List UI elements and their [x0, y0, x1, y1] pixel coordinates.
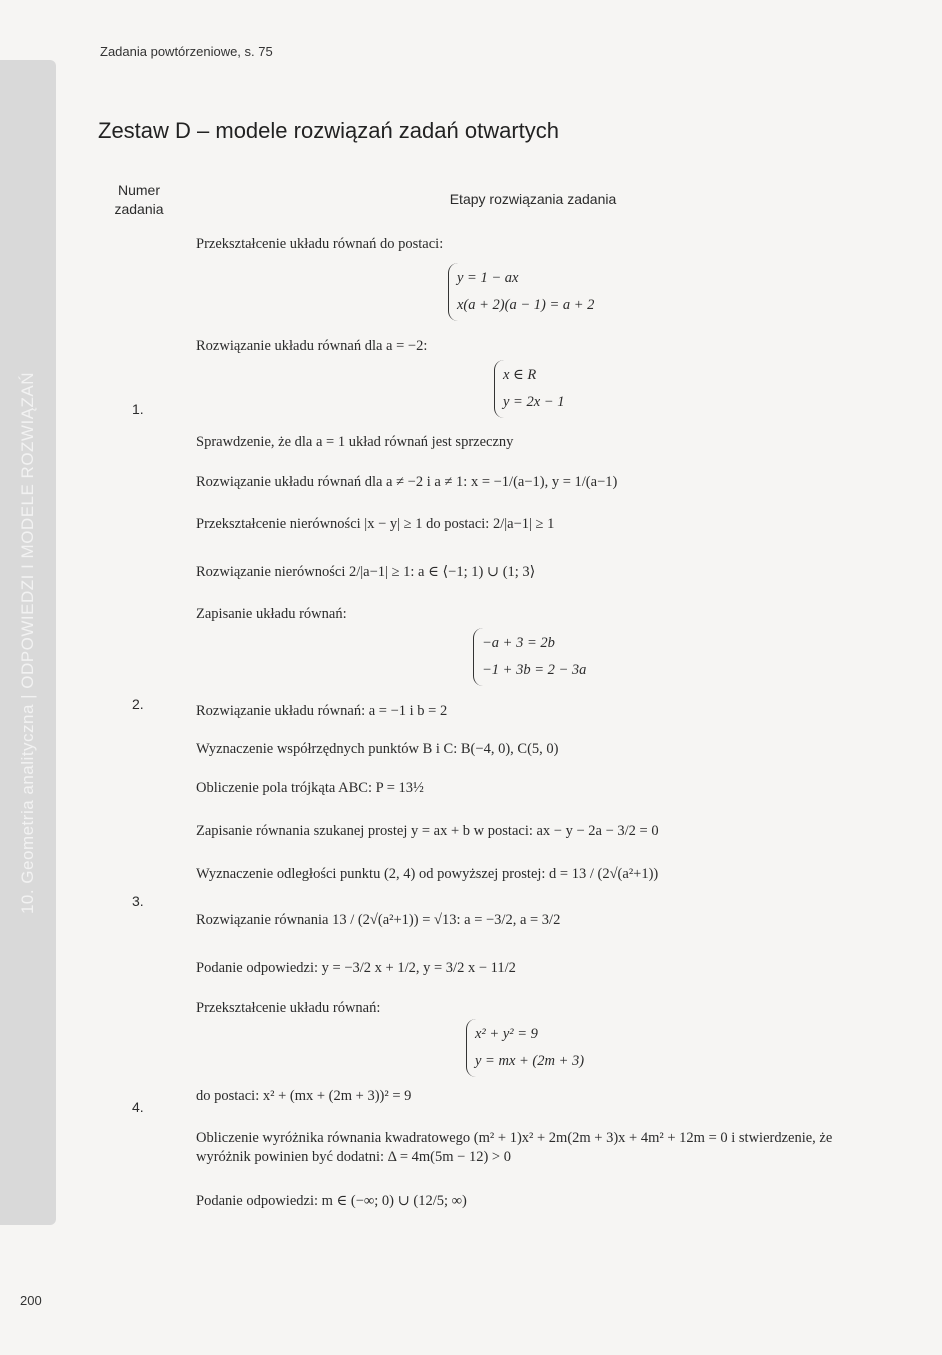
page-number: 200 [20, 1293, 42, 1308]
equation-system [448, 263, 594, 321]
task-number: 2. [132, 696, 144, 712]
equation: x ∈ R [503, 367, 537, 383]
task-number: 4. [132, 1099, 144, 1115]
equation-system [473, 628, 586, 686]
solution-step: Przekształcenie układu równań do postaci: [196, 236, 444, 252]
equation: x² + y² = 9 [475, 1026, 538, 1042]
equation: y = 2x − 1 [503, 394, 565, 410]
equation: −1 + 3b = 2 − 3a [482, 662, 587, 678]
equation: y = mx + (2m + 3) [475, 1053, 585, 1069]
solution-step: Zapisanie układu równań: [196, 606, 347, 622]
solution-step: Sprawdzenie, że dla a = 1 układ równań jest sprzeczny [196, 434, 514, 450]
task-number: 1. [132, 401, 144, 417]
task-number: 3. [132, 893, 144, 909]
solution-step: Wyznaczenie odległości punktu (2, 4) od powyższej prostej: d = 13 / (2√(a²+1)) [196, 866, 659, 882]
solution-step: Rozwiązanie równania 13 / (2√(a²+1)) = √13: a = −3/2, a = 3/2 [196, 912, 561, 928]
equation: −a + 3 = 2b [482, 635, 555, 651]
solution-step: Rozwiązanie układu równań dla a = −2: [196, 338, 428, 354]
page-title: Zestaw D – modele rozwiązań zadań otwartych [98, 118, 559, 143]
column-header-number: Numer zadania [114, 182, 164, 217]
solution-step: Rozwiązanie układu równań: a = −1 i b = 2 [196, 703, 448, 719]
solution-step: Obliczenie pola trójkąta ABC: P = 13½ [196, 780, 424, 796]
column-header-steps: Etapy rozwiązania zadania [449, 191, 617, 207]
solution-step: Podanie odpowiedzi: m ∈ (−∞; 0) ∪ (12/5; ∞) [196, 1193, 467, 1209]
solution-step: Obliczenie wyróżnika równania kwadratowego (m² + 1)x² + 2m(2m + 3)x + 4m² + 12m = 0 i stwierdzenie, że wyróżnik powinien być dodatni: Δ = 4m(5m − 12) > 0 [196, 1130, 833, 1165]
solution-step: Podanie odpowiedzi: y = −3/2 x + 1/2, y = 3/2 x − 11/2 [196, 960, 516, 976]
equation-system [466, 1019, 584, 1077]
solution-step: Rozwiązanie nierówności 2/|a−1| ≥ 1: a ∈ ⟨−1; 1) ∪ (1; 3⟩ [196, 564, 536, 580]
solution-step: Rozwiązanie układu równań dla a ≠ −2 i a ≠ 1: x = −1/(a−1), y = 1/(a−1) [196, 474, 618, 490]
side-tab-label: 10. Geometria analityczna | ODPOWIEDZI I MODELE ROZWIĄZAŃ [18, 371, 37, 914]
equation: x(a + 2)(a − 1) = a + 2 [457, 297, 595, 313]
solution-step: Przekształcenie nierówności |x − y| ≥ 1 do postaci: 2/|a−1| ≥ 1 [196, 516, 555, 532]
side-tab-text [0, 60, 56, 1225]
solution-step: do postaci: x² + (mx + (2m + 3))² = 9 [196, 1088, 412, 1104]
equation: y = 1 − ax [457, 270, 519, 286]
page-reference: Zadania powtórzeniowe, s. 75 [100, 44, 273, 59]
solution-step: Przekształcenie układu równań: [196, 1000, 381, 1016]
equation-system [494, 360, 564, 418]
solution-step: Zapisanie równania szukanej prostej y = ax + b w postaci: ax − y − 2a − 3/2 = 0 [196, 823, 659, 839]
solution-step: Wyznaczenie współrzędnych punktów B i C: B(−4, 0), C(5, 0) [196, 741, 559, 757]
